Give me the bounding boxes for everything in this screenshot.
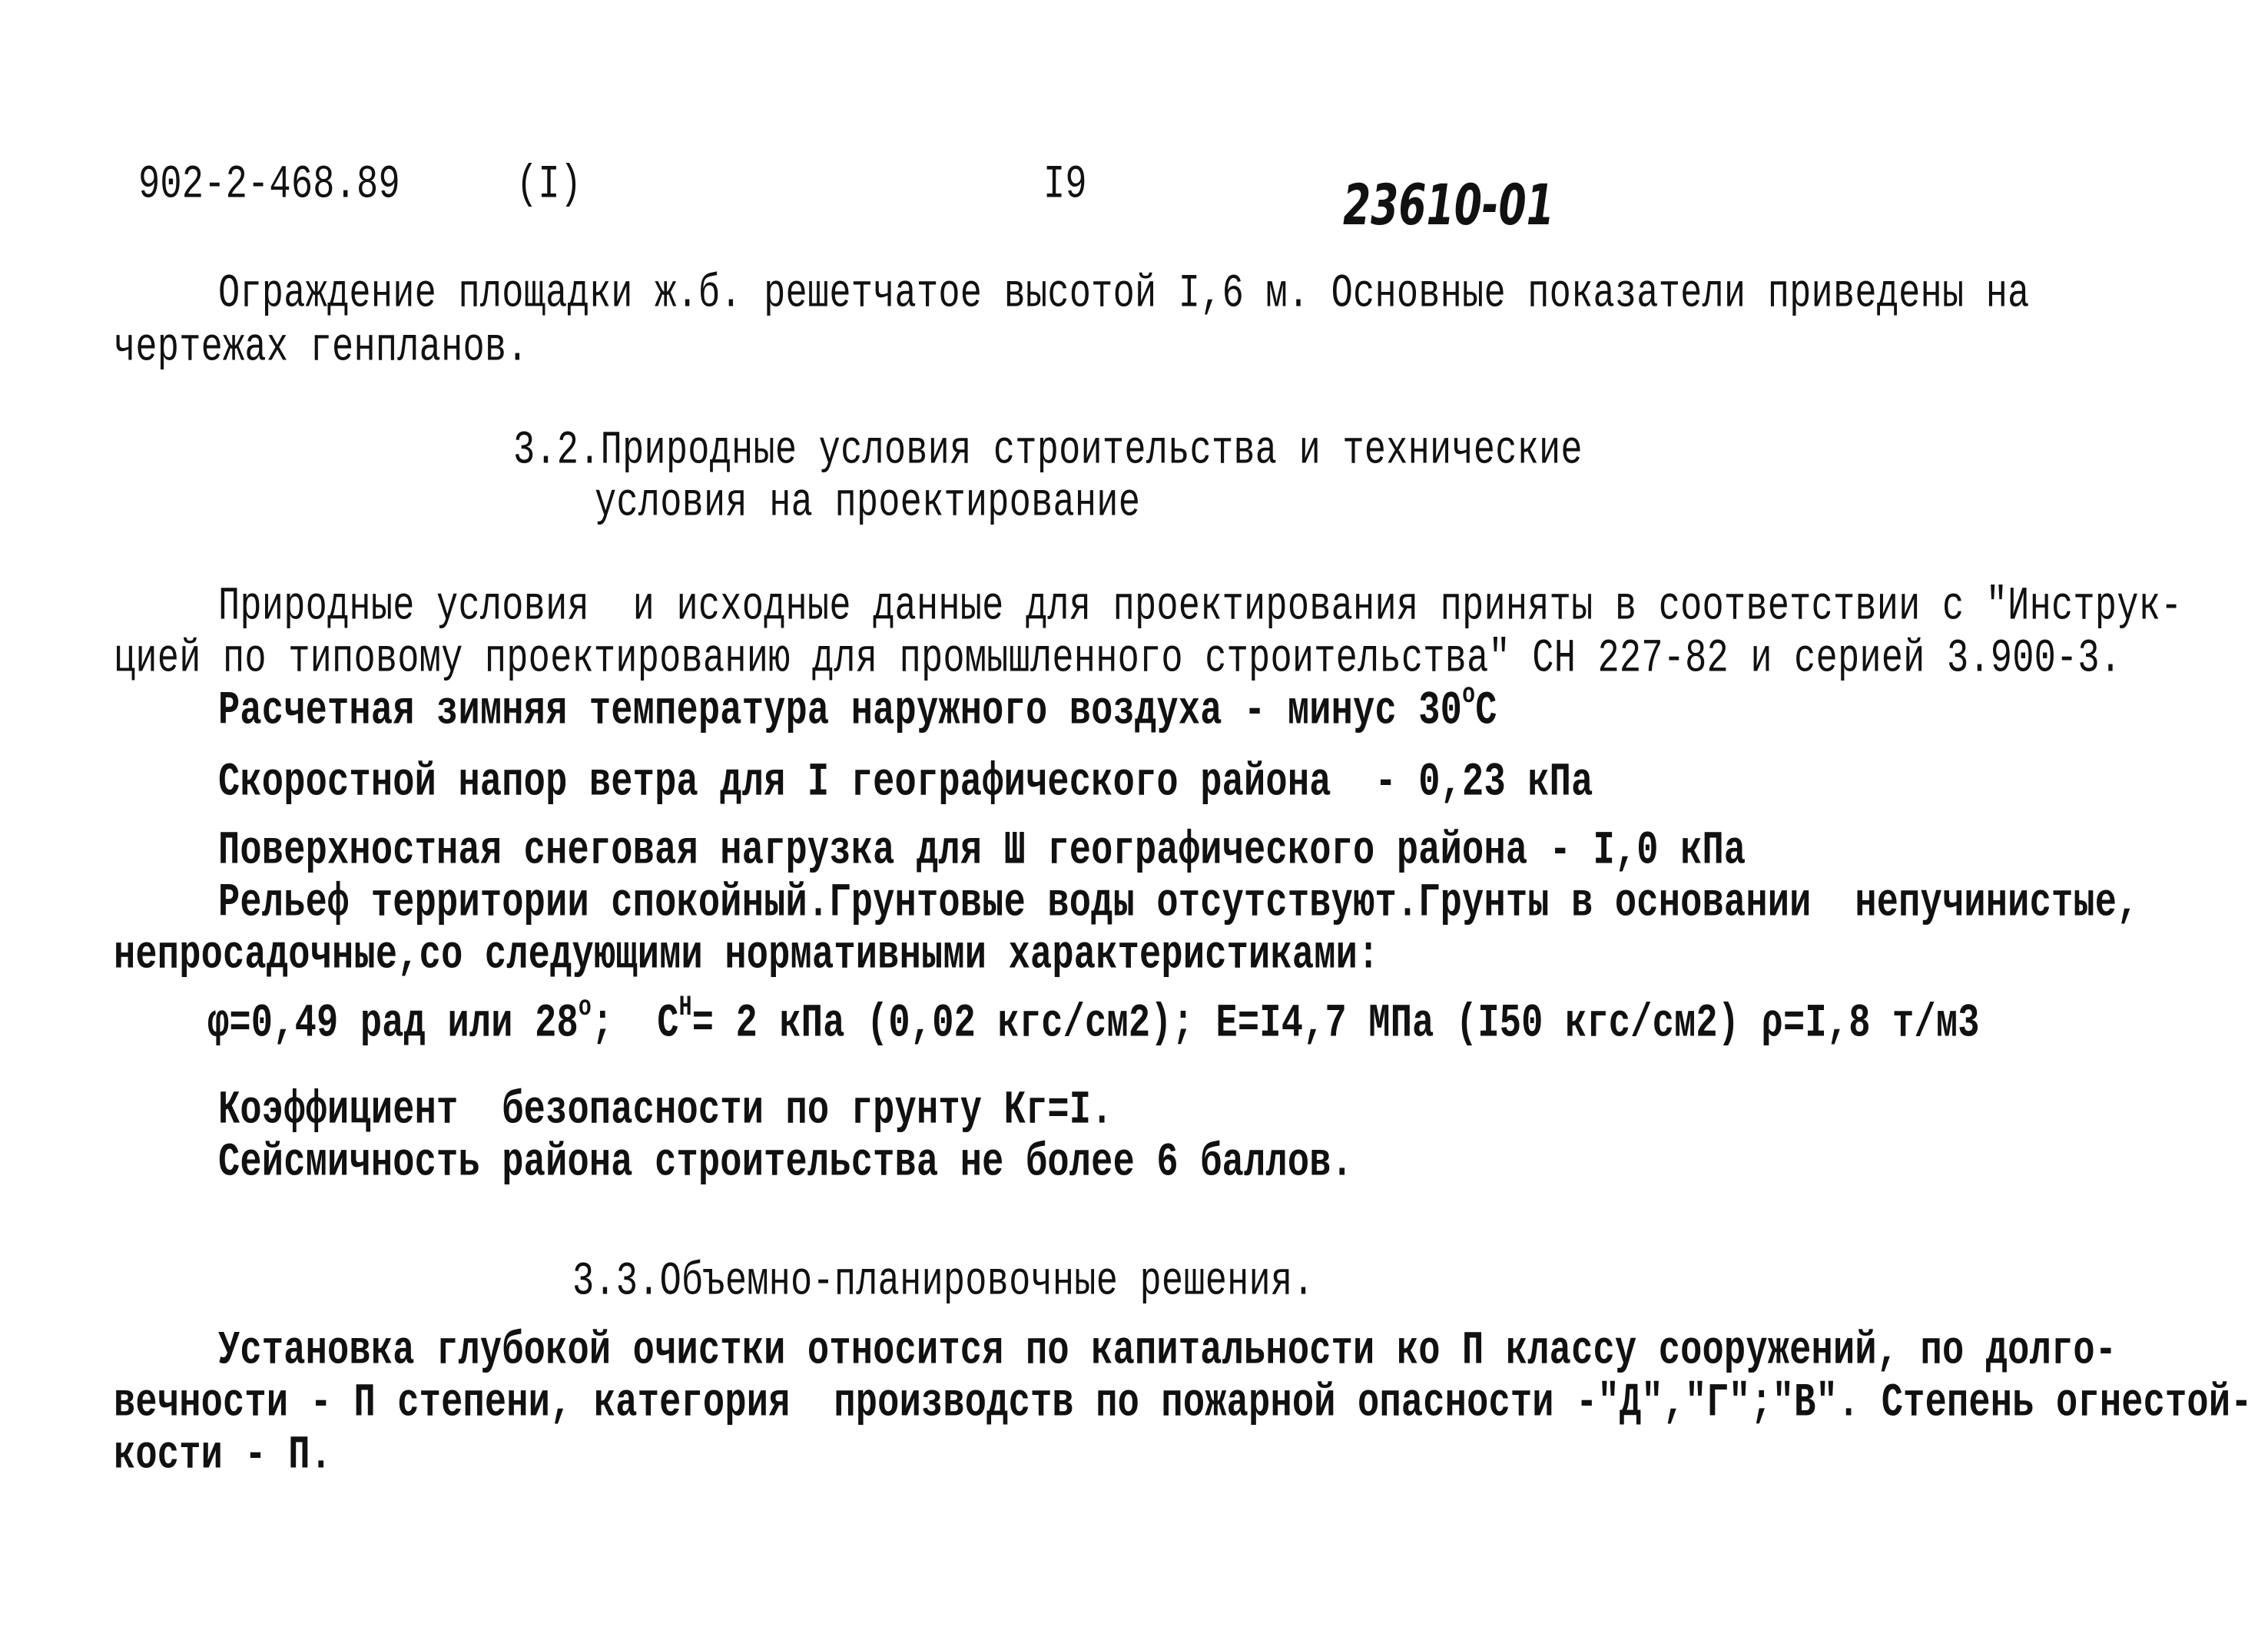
winter-temperature-text: Расчетная зимняя температура наружного воздуха - минус 30: [218, 684, 1463, 738]
soil-c-sup: Н: [678, 992, 692, 1024]
degree-sup: о: [1462, 680, 1476, 711]
soil-c: ; С: [592, 997, 679, 1051]
winter-temperature: [218, 682, 1497, 742]
handwritten-stamp-number: 23610-01: [1343, 174, 1554, 238]
relief-line-1: Рельеф территории спокойный.Грунтовые воды отсутствуют.Грунты в основании непучинистые,: [218, 876, 2139, 930]
conditions-line-1: Природные условия и исходные данные для проектирования приняты в соответствии с "Инструк-: [218, 580, 2183, 634]
relief-line-2: непросадочные,со следующими нормативными характеристиками:: [114, 929, 1380, 982]
section-3-2-title-line-2: условия на проектирование: [595, 476, 1141, 530]
section-3-2-title: 3.2.Природные условия строительства и технические: [513, 424, 1583, 478]
section-3-3-line-2: вечности - П степени, категория производств по пожарной опасности -"Д","Г";"В". Степень огнестой-: [114, 1376, 2253, 1430]
seismicity: Сейсмичность района строительства не более 6 баллов.: [218, 1136, 1354, 1190]
temp-unit: С: [1475, 684, 1497, 738]
intro-line-2: чертежах генпланов.: [114, 321, 529, 375]
document-number: 902-2-468.89: [138, 158, 400, 212]
safety-coefficient: Коэффициент безопасности по грунту Кг=I.: [218, 1084, 1113, 1138]
soil-phi: φ=0,49 рад или 28: [207, 997, 579, 1051]
snow-load: Поверхностная снеговая нагрузка для Ш географического района - I,0 кПа: [218, 824, 1746, 878]
section-3-3-line-1: Установка глубокой очистки относится по капитальности ко П классу сооружений, по долго-: [218, 1324, 2117, 1378]
soil-degree-sup: о: [578, 992, 592, 1024]
conditions-line-2: цией по типовому проектированию для промышленного строительства" СН 227-82 и серией 3.900-3.: [114, 632, 2122, 686]
page-number: I9: [1043, 158, 1087, 212]
wind-pressure: Скоростной напор ветра для I географического района - 0,23 кПа: [218, 756, 1593, 810]
volume-number: (I): [516, 158, 582, 212]
section-3-3-title: 3.3.Объемно-планировочные решения.: [572, 1255, 1315, 1309]
intro-line-1: Ограждение площадки ж.б. решетчатое высотой I,6 м. Основные показатели приведены на: [218, 267, 2030, 321]
section-3-3-line-3: кости - П.: [114, 1429, 333, 1482]
soil-rest: = 2 кПа (0,02 кгс/см2); Е=I4,7 МПа (I50 кгс/см2) ρ=I,8 т/м3: [691, 997, 1980, 1051]
soil-characteristics: [207, 992, 1980, 1055]
